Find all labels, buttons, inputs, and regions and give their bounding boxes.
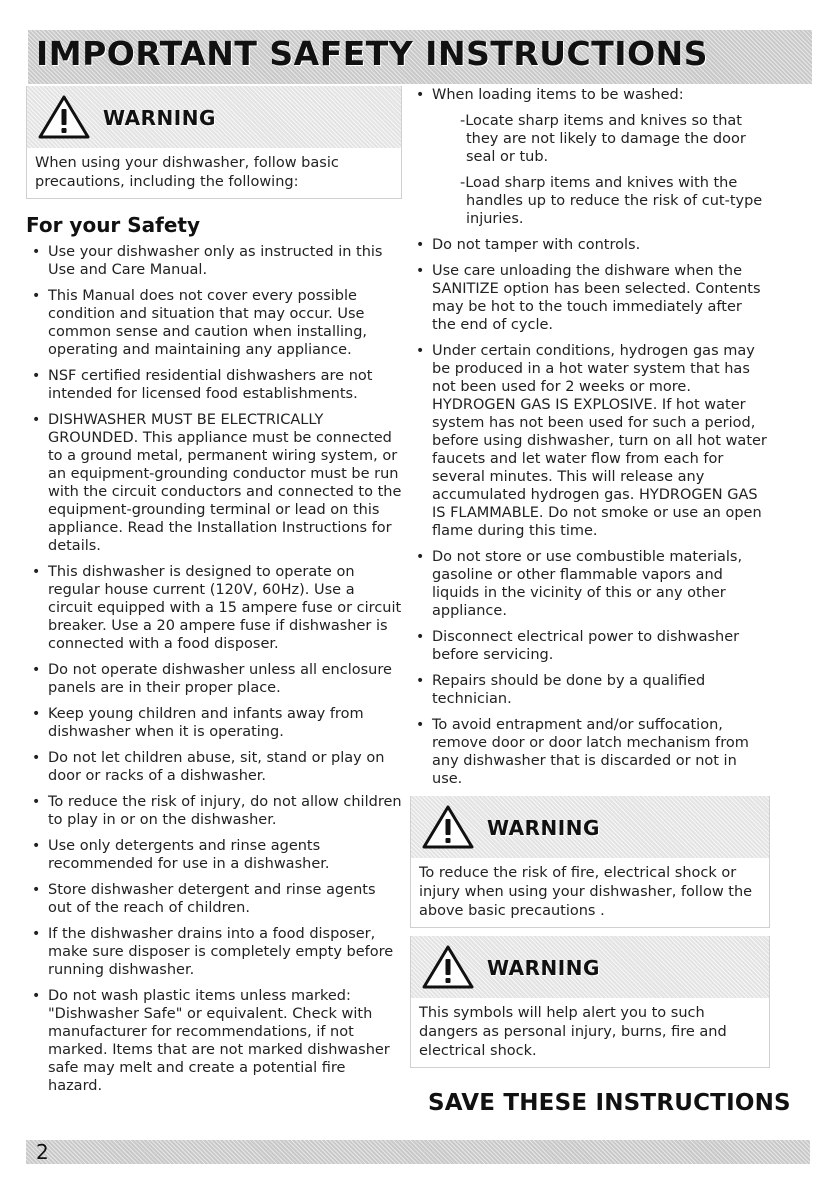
- footer-band: [26, 1140, 810, 1164]
- list-item-text: Under certain conditions, hydrogen gas may be produced in a hot water system that has not been used for 2 weeks or more. HYDROGEN GAS IS EXPLOSIVE. If hot water system has not been used for such a period, before using dishwasher, turn on all hot water faucets and let water flow from each for several minutes. This will release any accumulated hydrogen gas. HYDROGEN GAS IS FLAMMABLE. Do not smoke or use an open flame during this time.: [432, 343, 767, 539]
- list-item-text: Disconnect electrical power to dishwasher before servicing.: [432, 629, 740, 663]
- list-item: [26, 287, 402, 359]
- section-heading: For your Safety: [26, 213, 201, 237]
- bullet-icon: •: [32, 926, 41, 942]
- safety-list-left: [26, 243, 402, 1095]
- right-column: [410, 86, 770, 1068]
- safety-list-right: [410, 86, 770, 788]
- list-item-text: Keep young children and infants away from dishwasher when it is operating.: [48, 706, 364, 740]
- save-instructions-heading: SAVE THESE INSTRUCTIONS: [428, 1090, 791, 1116]
- bullet-icon: •: [32, 564, 41, 580]
- list-item: [26, 925, 402, 979]
- sub-item: -Load sharp items and knives with the handles up to reduce the risk of cut-type injuries.: [460, 175, 763, 227]
- list-item: [26, 705, 402, 741]
- list-item: [26, 987, 402, 1095]
- bullet-icon: •: [416, 629, 425, 645]
- bullet-icon: •: [32, 662, 41, 678]
- warning-text: This symbols will help alert you to such dangers as personal injury, burns, fire and electrical shock.: [411, 998, 769, 1067]
- symbol-warning-box: [410, 936, 770, 1068]
- warning-text: When using your dishwasher, follow basic precautions, including the following:: [27, 148, 401, 198]
- bullet-icon: •: [32, 368, 41, 384]
- list-item-text: This dishwasher is designed to operate on regular house current (120V, 60Hz). Use a circuit equipped with a 15 ampere fuse or circuit breaker. Use a 20 ampere fuse if dishwasher is connected with a food disposer.: [48, 564, 402, 652]
- left-column: [26, 86, 402, 1103]
- list-item: [26, 881, 402, 917]
- list-item: [410, 628, 770, 664]
- list-item-text: If the dishwasher drains into a food disposer, make sure disposer is completely empty before running dishwasher.: [48, 926, 394, 978]
- list-item-text: Use care unloading the dishware when the SANITIZE option has been selected. Contents may be hot to the touch immediately after the end of cycle.: [432, 263, 761, 333]
- list-item: [410, 236, 770, 254]
- list-item-text: When loading items to be washed:: [432, 87, 684, 103]
- bullet-icon: •: [416, 717, 425, 733]
- bullet-icon: •: [416, 237, 425, 253]
- list-item: [410, 262, 770, 334]
- warning-label: WARNING: [487, 956, 600, 980]
- list-item: [26, 793, 402, 829]
- list-item: [26, 837, 402, 873]
- list-item: [410, 86, 770, 228]
- list-item: [26, 563, 402, 653]
- bullet-icon: •: [32, 706, 41, 722]
- bullet-icon: •: [32, 882, 41, 898]
- list-item-text: Do not store or use combustible materials, gasoline or other flammable vapors and liquids in the vicinity of this or any other appliance.: [432, 549, 743, 619]
- intro-warning-box: [26, 86, 402, 199]
- bullet-icon: •: [416, 549, 425, 565]
- warning-triangle-icon: [421, 944, 475, 990]
- bullet-icon: •: [32, 288, 41, 304]
- title-banner: [28, 30, 812, 84]
- list-item-text: Do not let children abuse, sit, stand or play on door or racks of a dishwasher.: [48, 750, 385, 784]
- list-item: [410, 716, 770, 788]
- list-item-text: Do not tamper with controls.: [432, 237, 641, 253]
- warning-header: [411, 936, 769, 998]
- list-item: [26, 243, 402, 279]
- bullet-icon: •: [32, 412, 41, 428]
- list-item-text: To avoid entrapment and/or suffocation, remove door or door latch mechanism from any dishwasher that is discarded or not in use.: [432, 717, 749, 787]
- warning-label: WARNING: [103, 106, 216, 130]
- list-item: [26, 411, 402, 555]
- bullet-icon: •: [32, 244, 41, 260]
- list-item-text: NSF certified residential dishwashers are not intended for licensed food establishments.: [48, 368, 373, 402]
- page-title: IMPORTANT SAFETY INSTRUCTIONS: [36, 34, 709, 73]
- warning-triangle-icon: [37, 94, 91, 140]
- bullet-icon: •: [32, 838, 41, 854]
- warning-triangle-icon: [421, 804, 475, 850]
- list-item-text: Do not operate dishwasher unless all enclosure panels are in their proper place.: [48, 662, 392, 696]
- bullet-icon: •: [32, 750, 41, 766]
- warning-header: [411, 796, 769, 858]
- bullet-icon: •: [416, 87, 425, 103]
- bullet-icon: •: [32, 794, 41, 810]
- bullet-icon: •: [416, 673, 425, 689]
- list-item: [26, 661, 402, 697]
- list-item: [26, 367, 402, 403]
- page-number: 2: [36, 1140, 49, 1164]
- list-item-text: This Manual does not cover every possible condition and situation that may occur. Use common sense and caution when installing, operating and maintaining any appliance.: [48, 288, 368, 358]
- warning-text: To reduce the risk of fire, electrical shock or injury when using your dishwasher, follow the above basic precautions .: [411, 858, 769, 927]
- list-item: [26, 749, 402, 785]
- list-item-text: Store dishwasher detergent and rinse agents out of the reach of children.: [48, 882, 376, 916]
- list-item-text: Repairs should be done by a qualified technician.: [432, 673, 706, 707]
- sub-item: -Locate sharp items and knives so that they are not likely to damage the door seal or tub.: [460, 113, 746, 165]
- bullet-icon: •: [416, 343, 425, 359]
- list-item-text: Use only detergents and rinse agents recommended for use in a dishwasher.: [48, 838, 330, 872]
- warning-label: WARNING: [487, 816, 600, 840]
- list-item: [410, 548, 770, 620]
- list-item-text: Do not wash plastic items unless marked: "Dishwasher Safe" or equivalent. Check with manufacturer for recommendations, if not marked. Items that are not marked dishwasher safe may melt and create a potential fire hazard.: [48, 988, 390, 1094]
- list-item-text: DISHWASHER MUST BE ELECTRICALLY GROUNDED. This appliance must be connected to a ground metal, permanent wiring system, or an equipment-grounding conductor must be run with the circuit conductors and connected to the equipment-grounding terminal or lead on this appliance. Read the Installation Instructions for details.: [48, 412, 402, 554]
- list-item-text: To reduce the risk of injury, do not allow children to play in or on the dishwasher.: [48, 794, 402, 828]
- fire-warning-box: [410, 796, 770, 928]
- list-item: [410, 342, 770, 540]
- list-item: [410, 672, 770, 708]
- bullet-icon: •: [416, 263, 425, 279]
- warning-header: [27, 86, 401, 148]
- list-item-text: Use your dishwasher only as instructed in this Use and Care Manual.: [48, 244, 383, 278]
- bullet-icon: •: [32, 988, 41, 1004]
